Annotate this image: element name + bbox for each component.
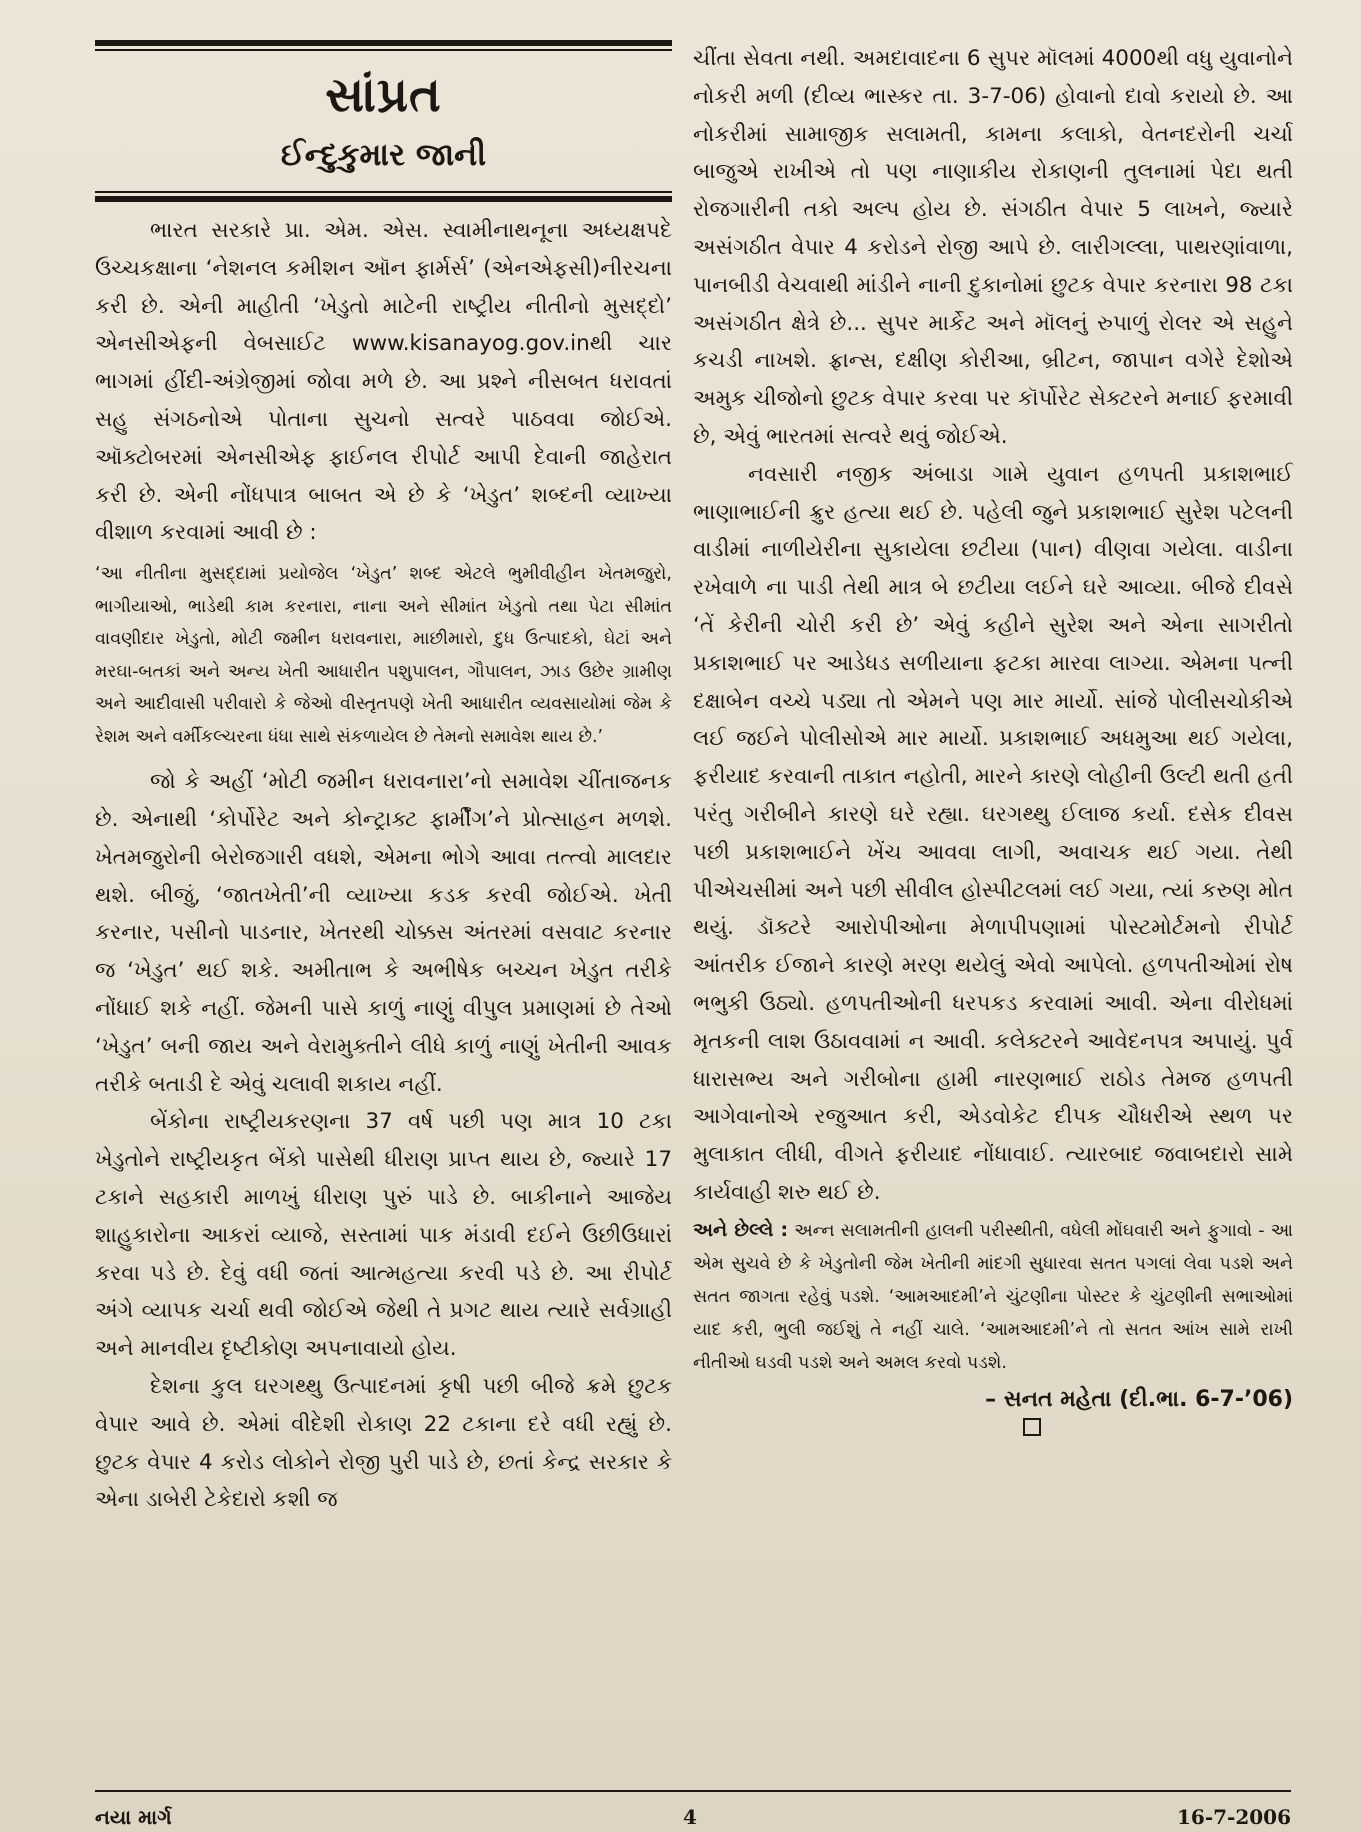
closing-note-text: અન્ન સલામતીની હાલની પરીસ્થીતી, વધેલી મોંઘવારી અને ફુગાવો - આ એમ સુચવે છે કે ખેડુતોની જેમ ખેતીની માંદગી સુધારવા સતત પગલાં લેવા પડશે અને સતત જાગતા રહેવું પડશે. ‘આમઆદમી’ને ચુંટણીના પોસ્ટર કે ચુંટણીની સભાઓમાં યાદ કરી, ભુલી જઈશું તે નહીં ચાલે. ‘આમઆદમી’ને તો સતત આંખ સામે રાખી નીતીઓ ઘડવી પડશે અને અમલ કરવો પડશે. bbox=[693, 1220, 1293, 1373]
publication-name: નયા માર્ગ bbox=[95, 1805, 172, 1829]
closing-note-lead: અને છેલ્લે : bbox=[693, 1218, 789, 1241]
header-rule-bottom-thin bbox=[95, 191, 672, 193]
closing-note bbox=[693, 1214, 1293, 1380]
issue-date: 16-7-2006 bbox=[1176, 1805, 1291, 1829]
header-rule-bottom bbox=[95, 196, 672, 202]
end-mark-icon bbox=[1023, 1418, 1041, 1436]
paragraph-navsari-incident: નવસારી નજીક અંબાડા ગામે યુવાન હળપતી પ્રકાશભાઈ ભાણાભાઈની ક્રુર હત્યા થઈ છે. પહેલી જુને પ્રકાશભાઈ સુરેશ પટેલની વાડીમાં નાળીયેરીના સુકાયેલા છટીયા (પાન) વીણવા ગયેલા. વાડીના રખેવાળે ના પાડી તેથી માત્ર બે છટીયા લઈને ઘરે આવ્યા. બીજે દીવસે ‘તેં કેરીની ચોરી કરી છે’ એવું કહીને સુરેશ અને એના સાગરીતો પ્રકાશભાઈ પર આડેધડ સળીયાના ફટકા મારવા લાગ્યા. એમના પત્ની દક્ષાબેન વચ્ચે પડ્યા તો એમને પણ માર માર્યો. સાંજે પોલીસચોકીએ લઈ જઈને પોલીસોએ માર માર્યો. પ્રકાશભાઈ અધમુઆ થઈ ગયેલા, ફરીયાદ કરવાની તાકાત નહોતી, મારને કારણે લોહીની ઉલ્ટી થતી હતી પરંતુ ગરીબીને કારણે ઘરે રહ્યા. ઘરગથ્થુ ઈલાજ કર્યા. દસેક દીવસ પછી પ્રકાશભાઈને ખેંચ આવવા લાગી, અવાચક થઈ ગયા. તેથી પીએચસીમાં અને પછી સીવીલ હોસ્પીટલમાં લઈ ગયા, ત્યાં કરુણ મોત થયું. ડૉક્ટરે આરોપીઓના મેળાપીપણામાં પોસ્ટમોર્ટમનો રીપોર્ટ આંતરીક ઈજાને કારણે મરણ થયેલું એવો આપેલો. હળપતીઓમાં રોષ ભભુકી ઉઠ્યો. હળપતીઓની ધરપકડ કરવામાં આવી. એના વીરોધમાં મૃતકની લાશ ઉઠાવવામાં ન આવી. કલેક્ટરને આવેદનપત્ર અપાયું. પુર્વ ધારાસભ્ય અને ગરીબોના હામી નારણભાઈ રાઠોડ તેમજ હળપતી આગેવાનોએ રજુઆત કરી, એડવોકેટ દીપક ચૌધરીએ સ્થળ પર મુલાકાત લીધી, વીગતે ફરીયાદ નોંધાવાઈ. ત્યારબાદ જવાબદારો સામે કાર્યવાહી શરુ થઈ છે. bbox=[693, 461, 1293, 1205]
left-column bbox=[95, 6, 672, 1519]
signature: – સનત મહેતા (દી.ભા. 6-7-’06) bbox=[985, 1386, 1293, 1412]
header-rule-top bbox=[95, 40, 672, 46]
page-number: 4 bbox=[683, 1805, 697, 1829]
quoted-definition: ‘આ નીતીના મુસદ્દામાં પ્રયોજેલ ‘ખેડુત’ શબ્દ એટલે ભુમીવીહીન ખેતમજુરો, ભાગીયાઓ, ભાડેથી કામ કરનારા, નાના અને સીમાંત ખેડુતો તથા પેટા સીમાંત વાવણીદાર ખેડુતો, મોટી જમીન ધરાવનારા, માછીમારો, દુધ ઉત્પાદકો, ઘેટાં અને મરઘા-બતકાં અને અન્ય ખેતી આધારીત પશુપાલન, ગૌપાલન, ઝાડ ઉછેર ગ્રામીણ અને આદીવાસી પરીવારો કે જેઓ વીસ્તૃતપણે ખેતી આધારીત વ્યવસાયોમાં જેમ કે રેશમ અને વર્મીકલ્ચરના ધંધા સાથે સંકળાયેલ છે તેમનો સમાવેશ થાય છે.’ bbox=[95, 564, 672, 747]
author-name: ઈન્દુકુમાર જાની bbox=[280, 137, 487, 173]
paragraph-retail-continued: ચીંતા સેવતા નથી. અમદાવાદના 6 સુપર મૉલમાં 4000થી વધુ યુવાનોને નોકરી મળી (દીવ્ય ભાસ્કર તા. 3-7-06) હોવાનો દાવો કરાયો છે. આ નોકરીમાં સામાજીક સલામતી, કામના કલાકો, વેતનદરોની ચર્ચા બાજુએ રાખીએ તો પણ નાણાકીય રોકાણની તુલનામાં પેદા થતી રોજગારીની તકો અલ્પ હોય છે. સંગઠીત વેપાર 5 લાખને, જ્યારે અસંગઠીત વેપાર 4 કરોડને રોજી આપે છે. લારીગલ્લા, પાથરણાંવાળા, પાનબીડી વેચવાથી માંડીને નાની દુકાનોમાં છુટક વેપાર કરનારા 98 ટકા અસંગઠીત ક્ષેત્રે છે... સુપર માર્કેટ અને મૉલનું રુપાળું રોલર એ સહુને કચડી નાખશે. ફ્રાન્સ, દક્ષીણ કોરીઆ, બ્રીટન, જાપાન વગેરે દેશોએ અમુક ચીજોનો છુટક વેપાર કરવા પર કૉર્પોરેટ સેક્ટરને મનાઈ ફરમાવી છે, એવું ભારતમાં સત્વરે થવું જોઈએ. bbox=[693, 46, 1293, 449]
right-column bbox=[693, 6, 1293, 1436]
paragraph-intro: ભારત સરકારે પ્રા. એમ. એસ. સ્વામીનાથનૂના અધ્યક્ષપદે ઉચ્ચકક્ષાના ‘નેશનલ કમીશન ઑન ફાર્મર્સ’ (એનએફસી)નીરચના કરી છે. એની માહીતી ‘ખેડુતો માટેની રાષ્ટ્રીય નીતીનો મુસદ્દો’ એનસીએફની વેબસાઈટ www.kisanayog.gov.inથી ચાર ભાગમાં હીંદી-અંગ્રેજીમાં જોવા મળે છે. આ પ્રશ્ને નીસબત ધરાવતાં સહુ સંગઠનોએ પોતાના સુચનો સત્વરે પાઠવવા જોઈએ. ઑક્ટોબરમાં એનસીએફ ફાઈનલ રીપોર્ટ આપી દેવાની જાહેરાત કરી છે. એની નોંધપાત્ર બાબત એ છે કે ‘ખેડુત’ શબ્દની વ્યાખ્યા વીશાળ કરવામાં આવી છે : bbox=[95, 218, 672, 546]
column-masthead: સાંપ્રત bbox=[325, 67, 442, 123]
footer-rule bbox=[95, 1790, 1291, 1792]
paragraph-bank-credit: બેંકોના રાષ્ટ્રીયકરણના 37 વર્ષ પછી પણ માત્ર 10 ટકા ખેડુતોને રાષ્ટ્રીયકૃત બેંકો પાસેથી ધીરાણ પ્રાપ્ત થાય છે, જ્યારે 17 ટકાને સહકારી માળખું ધીરાણ પુરું પાડે છે. બાકીનાને આજેય શાહુકારોના આકરાં વ્યાજે, સસ્તામાં પાક મંડાવી દઈને ઉછીઉધારાં કરવા પડે છે. દેવું વધી જતાં આત્મહત્યા કરવી પડે છે. આ રીપોર્ટ અંગે વ્યાપક ચર્ચા થવી જોઈએ જેથી તે પ્રગટ થાય ત્યારે સર્વગ્રાહી અને માનવીય દૃષ્ટીકોણ અપનાવાયો હોય. bbox=[95, 1109, 672, 1362]
paragraph-large-landholders: જો કે અહીં ‘મોટી જમીન ધરાવનારા’નો સમાવેશ ચીંતાજનક છે. એનાથી ‘કોર્પોરેટ અને કોન્ટ્રાક્ટ ફાર્મીંગ’ને પ્રોત્સાહન મળશે. ખેતમજુરોની બેરોજગારી વધશે, એમના ભોગે આવા તત્ત્વો માલદાર થશે. બીજું, ‘જાતખેતી’ની વ્યાખ્યા કડક કરવી જોઈએ. ખેતી કરનાર, પસીનો પાડનાર, ખેતરથી ચોક્કસ અંતરમાં વસવાટ કરનાર જ ‘ખેડુત’ થઈ શકે. અમીતાભ કે અભીષેક બચ્ચન ખેડુત તરીકે નોંધાઈ શકે નહીં. જેમની પાસે કાળું નાણું વીપુલ પ્રમાણમાં છે તેઓ ‘ખેડુત’ બની જાય અને વેરામુક્તીને લીધે કાળું નાણું ખેતીની આવક તરીકે બતાડી દે એવું ચલાવી શકાય નહીં. bbox=[95, 769, 672, 1097]
header-rule-top-thin bbox=[95, 49, 672, 51]
paragraph-retail-trade: દેશના કુલ ઘરગથ્થુ ઉત્પાદનમાં કૃષી પછી બીજે ક્રમે છુટક વેપાર આવે છે. એમાં વીદેશી રોકાણ 22 ટકાના દરે વધી રહ્યું છે. છુટક વેપાર 4 કરોડ લોકોને રોજી પુરી પાડે છે, છતાં કેન્દ્ર સરકાર કે એના ડાબેરી ટેકેદારો કશી જ bbox=[95, 1373, 672, 1513]
